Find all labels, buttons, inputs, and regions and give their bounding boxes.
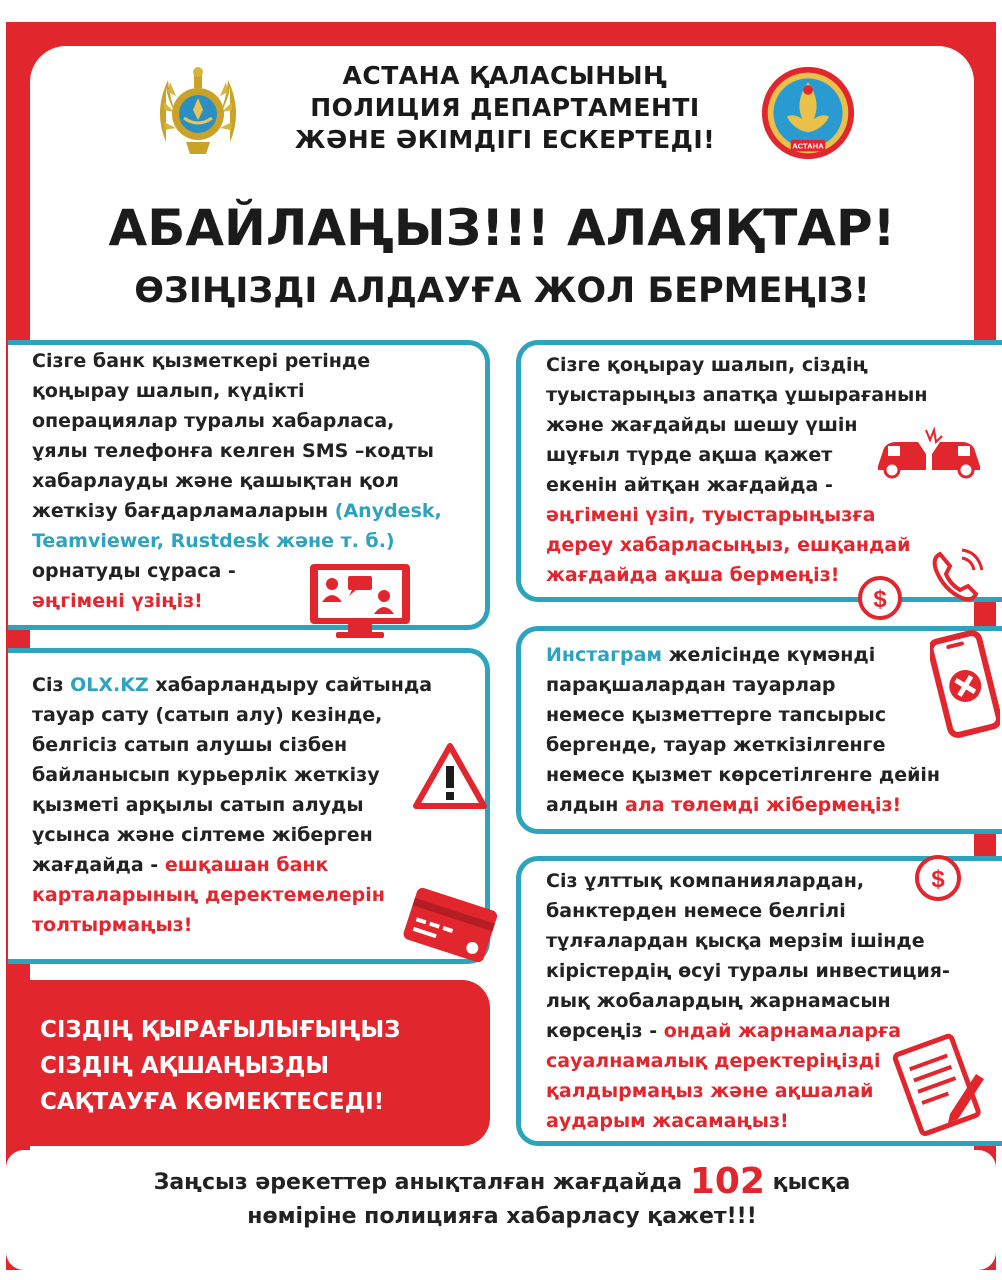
police-number: 102: [689, 1161, 765, 1202]
astana-emblem-icon: [760, 65, 856, 161]
card-investment-text: Сіз ұлттық компаниялардан, банктерден немесе белгілі тұлғалардан қысқа мерзім ішінде кірістердің өсуі туралы инвестиция- лық жобалардың жарнамасын көрсеңіз - ондай жарнамаларға сауалнамалық деректеріңізді қалдырмаңыз және ақшалай аударым жасамаңыз!: [546, 870, 950, 1132]
phone-icon: [928, 548, 984, 604]
card-instagram-text: Инстаграм желісінде күмәнді парақшалардан тауарлар немесе қызметтерге тапсырыс бергенде, тауар жеткізілгенге немесе қызмет көрсетілгенге дейін алдын ала төлемді жібермеңіз!: [546, 644, 941, 816]
card-olx-text: Сіз OLX.KZ хабарландыру сайтында тауар сату (сатып алу) кезінде, белгісіз сатып алушы сізбен байланысып курьерлік жеткізу қызметі арқылы сатып алуды ұсынса және сілтеме жіберген жағдайда - ешқашан банк карталарының деректемелерін толтырмаңыз!: [32, 674, 433, 936]
header-line-1: АСТАНА ҚАЛАСЫНЫҢ: [342, 61, 668, 90]
footer-line-1-start: Заңсыз әрекеттер анықталған жағдайда: [153, 1170, 690, 1195]
footer-line-1-end: қысқа: [764, 1170, 851, 1195]
vigilance-text: [40, 1012, 480, 1120]
headline-secondary: ӨЗІҢІЗДІ АЛДАУҒА ЖОЛ БЕРМЕҢІЗ!: [134, 271, 870, 311]
dollar-icon: [856, 574, 904, 622]
dollar-icon: [912, 852, 964, 904]
header-line-3: ЖӘНЕ ӘКІМДІГІ ЕСКЕРТЕДІ!: [294, 125, 716, 154]
astana-emblem-label: АСТАНА: [792, 141, 824, 151]
footer-notice: [60, 1161, 944, 1234]
headline-primary: АБАЙЛАҢЫЗ!!! АЛАЯҚТАР!: [108, 199, 896, 257]
vigilance-line-2: СІЗДІҢ АҚШАҢЫЗДЫ: [40, 1053, 330, 1079]
smartphone-cross-icon: [930, 630, 1000, 740]
document-pen-icon: [890, 1028, 990, 1146]
svg-text:$: $: [873, 586, 887, 613]
card-relatives-text: Сізге қоңырау шалып, сіздің туыстарыңыз апатқа ұшырағанын және жағдайды шешу үшін шұғыл түрде ақша қажет екенін айтқан жағдайда - әңгімені үзіп, туыстарыңызға дереу хабарласыңыз, ешқандай жағдайда ақша бермеңіз!: [546, 354, 928, 586]
footer-line-2: нөміріне полицияға хабарласу қажет!!!: [247, 1204, 757, 1229]
warning-icon: [410, 740, 490, 812]
car-crash-icon: [874, 420, 984, 490]
police-emblem-icon: [148, 62, 248, 162]
video-call-monitor-icon: [308, 562, 412, 642]
header-line-2: ПОЛИЦИЯ ДЕПАРТАМЕНТІ: [310, 93, 700, 122]
svg-text:$: $: [931, 866, 945, 893]
card-bank-text: Сізге банк қызметкері ретінде қоңырау шалып, күдікті операциялар туралы хабарласа, ұялы телефонға келген SMS –кодты хабарлауды және қашықтан қол жеткізу бағдарламаларын (Anydesk, Teamviewer, Rustdesk және т. б.) орнатуды сұраса - әңгімені үзіңіз!: [32, 350, 442, 612]
header-title: [255, 60, 755, 156]
vigilance-line-3: САҚТАУҒА КӨМЕКТЕСЕДІ!: [40, 1089, 385, 1115]
vigilance-line-1: СІЗДІҢ ҚЫРАҒЫЛЫҒЫҢЫЗ: [40, 1017, 401, 1043]
credit-card-icon: [400, 886, 500, 966]
